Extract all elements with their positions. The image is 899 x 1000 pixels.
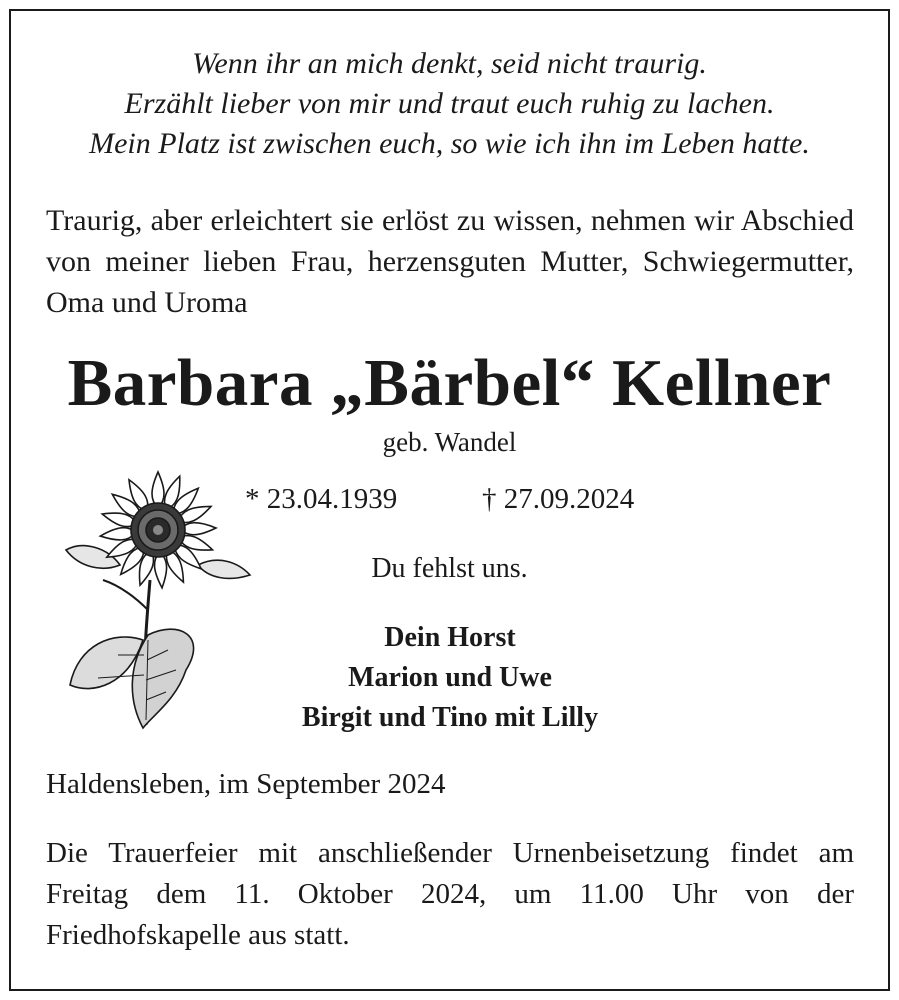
missing-text: Du fehlst uns. [371,553,528,584]
poem-line-2: Erzählt lieber von mir und traut euch ruhig zu lachen. [124,87,775,120]
intro-text: Traurig, aber erleichtert sie erlöst zu wissen, nehmen wir Abschied von meiner lieben Frau, herzensguten Mutter, Schwiegermutter, Oma und Uroma [46,204,854,319]
place-date: Haldensleben, im September 2024 [46,768,446,800]
poem [0,44,899,164]
mourner-2: Marion und Uwe [348,662,552,693]
mourner-3: Birgit und Tino mit Lilly [301,702,599,733]
mourner-1: Dein Horst [384,622,516,653]
deceased-name: Barbara „Bärbel“ Kellner [67,346,832,420]
mourners-list [150,618,750,738]
birth-date: * 23.04.1939 [245,483,398,515]
death-date: † 27.09.2024 [482,483,635,515]
poem-line-3: Mein Platz ist zwischen euch, so wie ich ihn im Leben hatte. [89,127,810,160]
poem-line-1: Wenn ihr an mich denkt, seid nicht traurig. [192,47,707,80]
birth-name: geb. Wandel [382,427,517,457]
ceremony-text: Die Trauerfeier mit anschließender Urnenbeisetzung findet am Freitag dem 11. Oktober 2024, um 11.00 Uhr von der Friedhofskapelle aus statt. [46,837,854,951]
